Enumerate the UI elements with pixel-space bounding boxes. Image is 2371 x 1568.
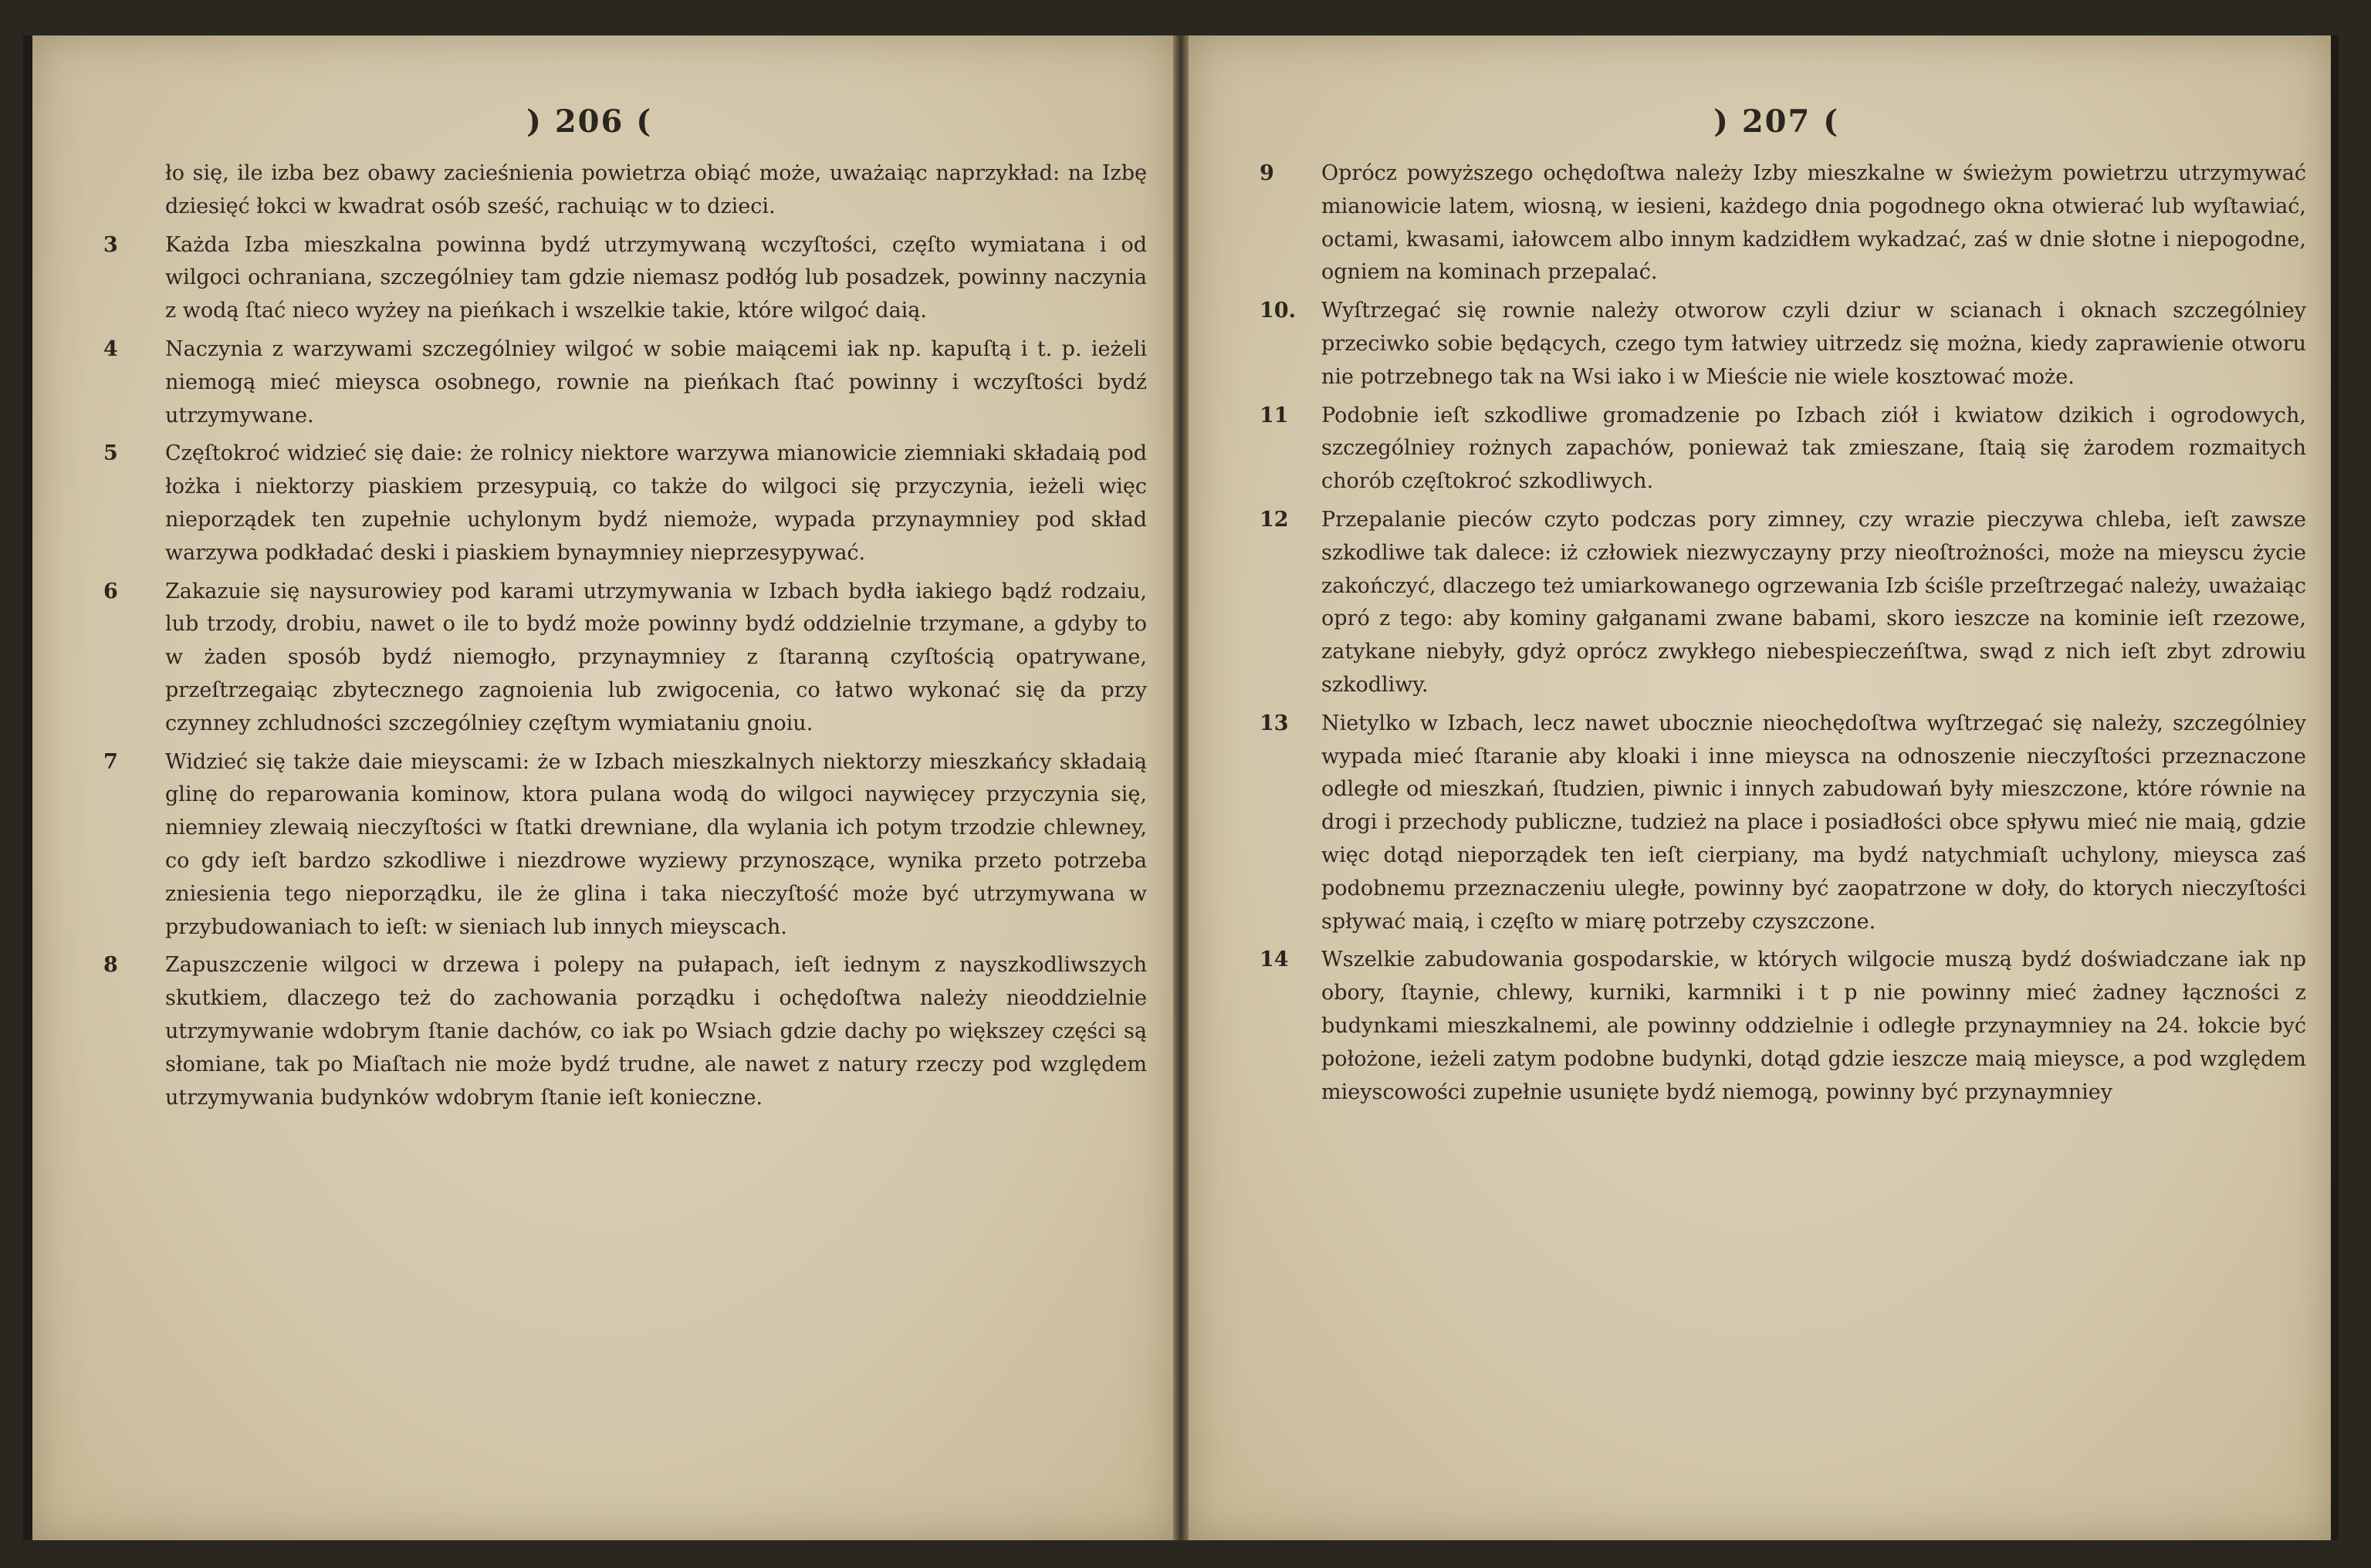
- paragraph-text: Naczynia z warzywami szczególniey wilgoć w sobie maiącemi iak np. kapuſtą i t. p. ieżeli niemogą mieć mieysca osobnego, rownie na pieńkach ſtać powinny i wczyſtości bydź utrzymywane.: [165, 336, 1147, 427]
- paragraph-text: Wszelkie zabudowania gospodarskie, w których wilgocie muszą bydź doświadczane iak np obory, ſtaynie, chlewy, kurniki, karmniki i t p nie powinny mieć żadney łączności z budynkami mieszkalnemi, ale powinny oddzielnie i odległe przynaymniey na 24. łokcie być położone, ieżeli zatym podobne budynki, dotąd gdzie ieszcze maią mieysce, a pod względem mieyscowości zupełnie usunięte bydź niemogą, powinny być przynaymniey: [1321, 948, 2306, 1104]
- paragraph: [1260, 157, 2306, 289]
- paragraph: [1260, 708, 2306, 939]
- paragraph-number: 12: [1260, 507, 1289, 532]
- paragraph-number: 11: [1260, 403, 1289, 427]
- paragraph: [1260, 944, 2306, 1109]
- paragraph-number: 4: [103, 336, 118, 361]
- right-page: [1189, 35, 2331, 1540]
- left-page: [32, 35, 1173, 1540]
- book-gutter: [1173, 35, 1189, 1540]
- paragraph: [103, 576, 1147, 741]
- paragraph-number: 5: [103, 441, 118, 466]
- paragraph-number: 3: [103, 232, 118, 257]
- paragraph-number: 13: [1260, 711, 1289, 735]
- paragraph: [1260, 295, 2306, 394]
- paragraph-number: 10.: [1260, 299, 1296, 323]
- paragraph: [1260, 504, 2306, 702]
- paragraph: [103, 333, 1147, 432]
- paragraph: [103, 746, 1147, 945]
- paragraph-text: Widzieć się także daie mieyscami: że w Izbach mieszkalnych niektorzy mieszkańcy składaią glinę do reparowania kominow, ktora pulana wodą do wilgoci naywięcey przyczynia się, niemniey zlewaią nieczyſtości w ſtatki drewniane, dla wylania ich potym trzodzie chlewney, co gdy ieſt bardzo szkodliwe i niezdrowe wyziewy przynoszące, wynika przeto potrzeba zniesienia tego nieporządku, ile że glina i taka nieczyſtość może być utrzymywana w przybudowaniach to ieſt: w sieniach lub innych mieyscach.: [165, 749, 1147, 939]
- page-number-207: ) 207 (: [1713, 103, 1840, 140]
- paragraph-text: Wyſtrzegać się rownie należy otworow czyli dziur w scianach i oknach szczególniey przeciwko sobie będących, czego tym łatwiey uitrzedz się można, kiedy zaprawienie otworu nie potrzebnego tak na Wsi iako i w Mieście nie wiele kosztować może.: [1321, 299, 2306, 389]
- paragraph-number: 6: [103, 579, 118, 603]
- page-number-206: ) 206 (: [526, 103, 653, 140]
- paragraph-text: Zapuszczenie wilgoci w drzewa i polepy na pułapach, ieſt iednym z nayszkodliwszych skutkiem, dlaczego też do zachowania porządku i ochędoſtwa należy nieoddzielnie utrzymywanie wdobrym ſtanie dachów, co iak po Wsiach gdzie dachy po większey części są słomiane, tak po Miaſtach nie może bydź trudne, ale nawet z natury rzeczy pod względem utrzymywania budynków wdobrym ſtanie ieſt konieczne.: [165, 953, 1147, 1110]
- paragraph: [103, 229, 1147, 328]
- paragraph-number: 9: [1260, 161, 1274, 185]
- paragraph-number: 7: [103, 749, 118, 774]
- paragraph-text: ło się, ile izba bez obawy zacieśnienia powietrza obiąć może, uważaiąc naprzykład: na Izbę dziesięć łokci w kwadrat osób sześć, rachuiąc w to dzieci.: [165, 161, 1147, 218]
- paragraph: [103, 949, 1147, 1114]
- left-page-body: [103, 157, 1147, 1120]
- paragraph-text: Oprócz powyższego ochędoſtwa należy Izby mieszkalne w świeżym powietrzu utrzymywać mianowicie latem, wiosną, w iesieni, każdego dnia pogodnego okna otwierać lub wyſtawiać, octami, kwasami, iałowcem albo innym kadzidłem wykadzać, zaś w dnie słotne i niepogodne, ogniem na kominach przepalać.: [1321, 161, 2306, 285]
- paragraph-text: Nietylko w Izbach, lecz nawet ubocznie nieochędoſtwa wyſtrzegać się należy, szczególniey wypada mieć ſtaranie aby kloaki i inne mieysca na odnoszenie nieczyſtości przeznaczone odległe od mieszkań, ſtudzien, piwnic i innych zabudowań były mieszczone, które równie na drogi i przechody publiczne, tudzież na place i posiadłości obce spływu mieć nie maią, gdzie więc dotąd nieporządek ten ieſt cierpiany, ma bydź natychmiaſt uchylony, mieysca zaś podobnemu przeznaczeniu uległe, powinny być zaopatrzone w doły, do ktorych nieczyſtości spływać maią, i częſto w miarę potrzeby czyszczone.: [1321, 711, 2306, 934]
- paragraph-number: 14: [1260, 948, 1289, 972]
- right-page-body: [1260, 157, 2306, 1114]
- paragraph-text: Podobnie ieſt szkodliwe gromadzenie po Izbach ziół i kwiatow dzikich i ogrodowych, szczególniey rożnych zapachów, ponieważ tak zmieszane, ſtaią się żarodem rozmaitych chorób częſtokroć szkodliwych.: [1321, 403, 2306, 494]
- paragraph-text: Zakazuie się naysurowiey pod karami utrzymywania w Izbach bydła iakiego bądź rodzaiu, lub trzody, drobiu, nawet o ile to bydź może powinny bydź oddzielnie trzymane, a gdyby to w żaden sposób bydź niemogło, przynaymniey z ſtaranną czyſtością opatrywane, przeſtrzegaiąc zbytecznego zagnoienia lub zwigocenia, co łatwo wykonać się da przy czynney zchludności szczególniey częſtym wymiataniu gnoiu.: [165, 579, 1147, 735]
- paragraph-text: Częſtokroć widzieć się daie: że rolnicy niektore warzywa mianowicie ziemniaki składaią pod łożka i niektorzy piaskiem przesypuią, co także do wilgoci się przyczynia, ieżeli więc nieporządek ten zupełnie uchylonym bydź niemoże, wypada przynaymniey pod skład warzywa podkładać deski i piaskiem bynaymniey nieprzesypywać.: [165, 441, 1147, 565]
- paragraph: [103, 438, 1147, 569]
- paragraph-text: Każda Izba mieszkalna powinna bydź utrzymywaną wczyſtości, częſto wymiatana i od wilgoci ochraniana, szczególniey tam gdzie niemasz podłóg lub posadzek, powinny naczynia z wodą ſtać nieco wyżey na pieńkach i wszelkie takie, które wilgoć daią.: [165, 232, 1147, 323]
- paragraph-number: 8: [103, 953, 118, 978]
- paragraph: [103, 157, 1147, 224]
- book-spread: [23, 35, 2339, 1540]
- paragraph-text: Przepalanie pieców czyto podczas pory zimney, czy wrazie pieczywa chleba, ieſt zawsze szkodliwe tak dalece: iż człowiek niezwyczayny przy nieoſtrożności, może na mieyscu życie zakończyć, dlaczego też umiarkowanego ogrzewania Izb ściśle przeſtrzegać należy, uważaiąc opró z tego: aby kominy gałganami zwane babami, skoro ieszcze na kominie ieſt rzezowe, zatykane niebyły, gdyż oprócz zwykłego niebespieczeńſtwa, swąd z nich ieſt zbyt zdrowiu szkodliwy.: [1321, 507, 2306, 697]
- paragraph: [1260, 400, 2306, 498]
